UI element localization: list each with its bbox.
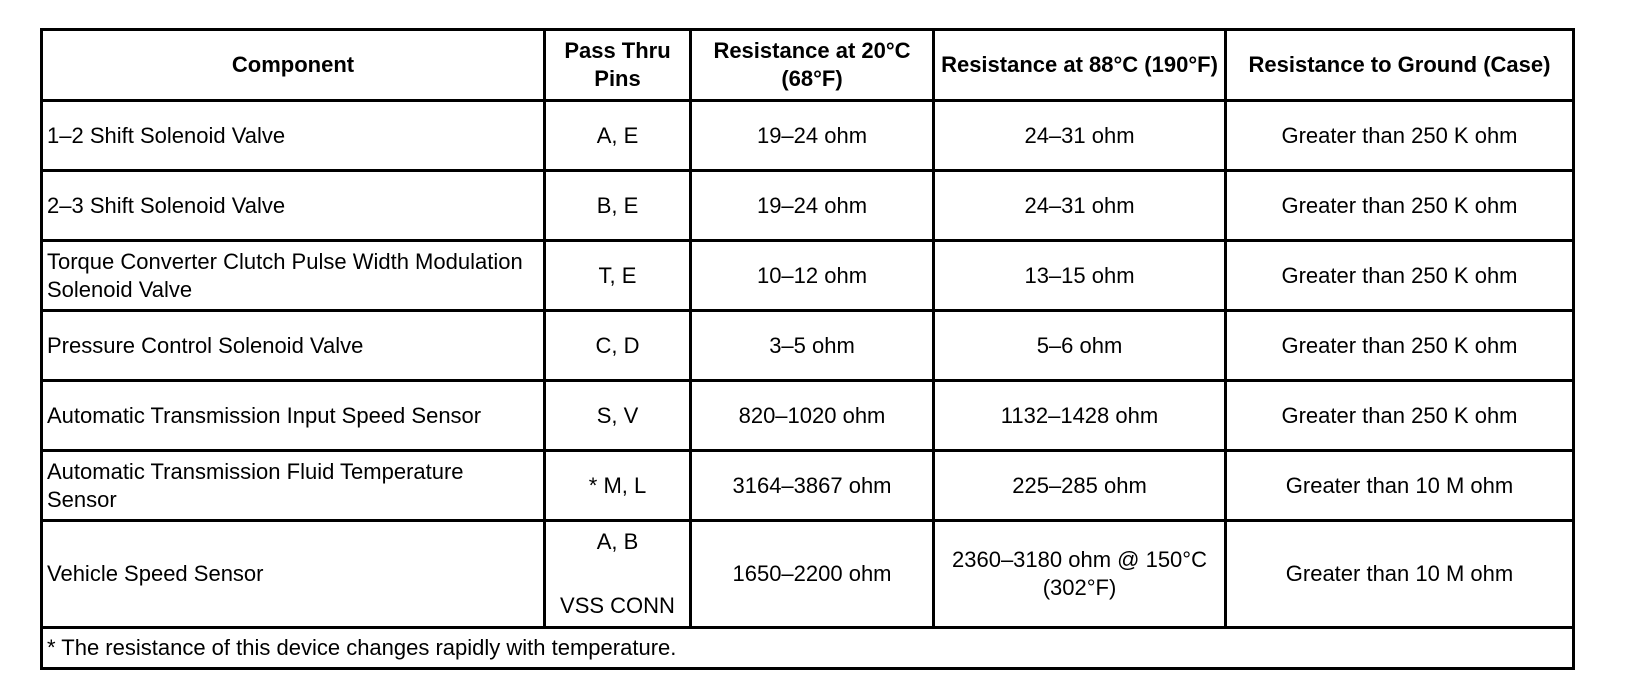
component-cell: Vehicle Speed Sensor bbox=[42, 521, 545, 628]
resistance-spec-table bbox=[40, 28, 1575, 670]
resistance-88c-cell: 225–285 ohm bbox=[934, 451, 1226, 521]
resistance-ground-cell: Greater than 250 K ohm bbox=[1226, 241, 1574, 311]
footnote-row bbox=[42, 628, 1574, 669]
pins-value: A, B bbox=[596, 529, 639, 554]
pins-cell: C, D bbox=[545, 311, 691, 381]
pins-cell: T, E bbox=[545, 241, 691, 311]
pins-connector-label: VSS CONN bbox=[560, 593, 675, 618]
component-cell: 1–2 Shift Solenoid Valve bbox=[42, 101, 545, 171]
resistance-20c-cell: 19–24 ohm bbox=[691, 101, 934, 171]
resistance-88c-cell: 2360–3180 ohm @ 150°C (302°F) bbox=[934, 521, 1226, 628]
table-row bbox=[42, 521, 1574, 628]
resistance-ground-cell: Greater than 250 K ohm bbox=[1226, 101, 1574, 171]
table-row bbox=[42, 381, 1574, 451]
resistance-ground-cell: Greater than 250 K ohm bbox=[1226, 311, 1574, 381]
table-row bbox=[42, 311, 1574, 381]
resistance-ground-cell: Greater than 10 M ohm bbox=[1226, 521, 1574, 628]
resistance-20c-cell: 820–1020 ohm bbox=[691, 381, 934, 451]
pins-cell: * M, L bbox=[545, 451, 691, 521]
resistance-88c-cell: 1132–1428 ohm bbox=[934, 381, 1226, 451]
resistance-ground-cell: Greater than 250 K ohm bbox=[1226, 171, 1574, 241]
component-cell: Torque Converter Clutch Pulse Width Modulation Solenoid Valve bbox=[42, 241, 545, 311]
footnote: * The resistance of this device changes rapidly with temperature. bbox=[42, 628, 1574, 669]
resistance-88c-cell: 24–31 ohm bbox=[934, 101, 1226, 171]
component-cell: Automatic Transmission Input Speed Sensor bbox=[42, 381, 545, 451]
header-component: Component bbox=[42, 30, 545, 101]
component-cell: Pressure Control Solenoid Valve bbox=[42, 311, 545, 381]
resistance-20c-cell: 19–24 ohm bbox=[691, 171, 934, 241]
resistance-ground-cell: Greater than 250 K ohm bbox=[1226, 381, 1574, 451]
resistance-88c-cell: 24–31 ohm bbox=[934, 171, 1226, 241]
resistance-20c-cell: 10–12 ohm bbox=[691, 241, 934, 311]
component-cell: 2–3 Shift Solenoid Valve bbox=[42, 171, 545, 241]
pins-cell: A, E bbox=[545, 101, 691, 171]
header-resistance-20c: Resistance at 20°C (68°F) bbox=[691, 30, 934, 101]
resistance-88c-cell: 5–6 ohm bbox=[934, 311, 1226, 381]
header-resistance-ground: Resistance to Ground (Case) bbox=[1226, 30, 1574, 101]
table-row bbox=[42, 101, 1574, 171]
table-row bbox=[42, 171, 1574, 241]
resistance-20c-cell: 3–5 ohm bbox=[691, 311, 934, 381]
table-row bbox=[42, 451, 1574, 521]
header-pass-thru-pins: Pass Thru Pins bbox=[545, 30, 691, 101]
table-row bbox=[42, 241, 1574, 311]
component-cell: Automatic Transmission Fluid Temperature Sensor bbox=[42, 451, 545, 521]
pins-cell bbox=[545, 521, 691, 628]
resistance-20c-cell: 1650–2200 ohm bbox=[691, 521, 934, 628]
pins-cell: S, V bbox=[545, 381, 691, 451]
header-row bbox=[42, 30, 1574, 101]
resistance-20c-cell: 3164–3867 ohm bbox=[691, 451, 934, 521]
resistance-ground-cell: Greater than 10 M ohm bbox=[1226, 451, 1574, 521]
resistance-88c-cell: 13–15 ohm bbox=[934, 241, 1226, 311]
header-resistance-88c: Resistance at 88°C (190°F) bbox=[934, 30, 1226, 101]
pins-cell: B, E bbox=[545, 171, 691, 241]
